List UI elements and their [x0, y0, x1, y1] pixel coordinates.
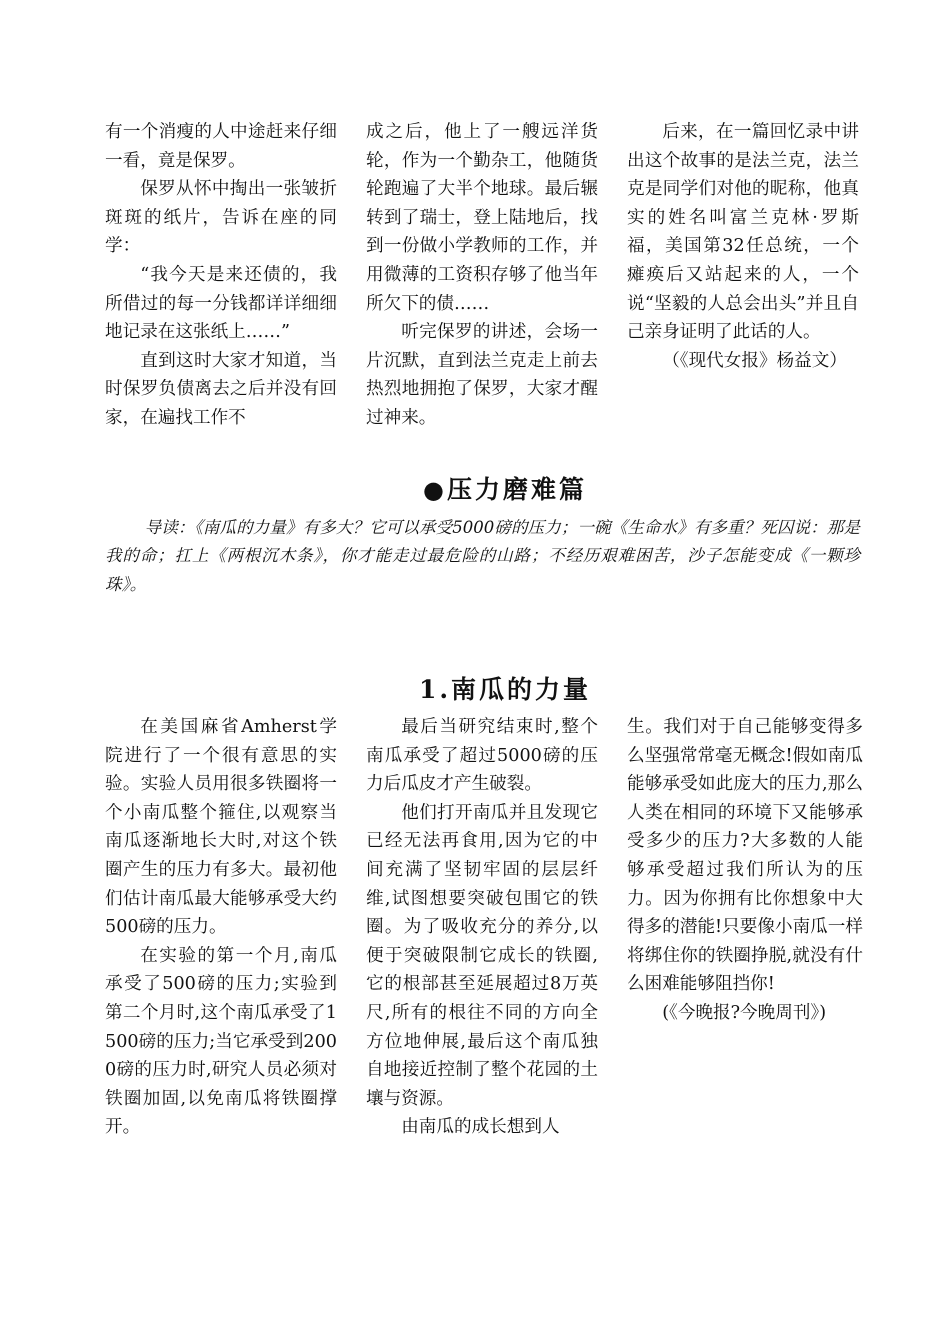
article-title: 1.南瓜的力量	[418, 675, 592, 704]
paragraph: 最后当研究结束时,整个南瓜承受了超过5000磅的压力后瓜皮才产生破裂。	[366, 717, 598, 795]
top-column-1	[105, 118, 337, 433]
paragraph: 保罗从怀中掏出一张皱折斑斑的纸片，告诉在座的同学：	[105, 179, 337, 257]
paragraph: 成之后，他上了一艘远洋货轮，作为一个勤杂工，他随货轮跑遍了大半个地球。最后辗转到了瑞士，登上陆地后，找到一份做小学教师的工作，并用微薄的工资积存够了他当年所欠下的债……	[366, 122, 598, 314]
source-citation: (《今晚报?今晚周刊》)	[662, 1002, 827, 1023]
article-column-3	[627, 713, 863, 1028]
paragraph: 听完保罗的讲述，会场一片沉默，直到法兰克走上前去热烈地拥抱了保罗，大家才醒过神来。	[366, 322, 598, 428]
paragraph: 生。我们对于自己能够变得多么坚强常常毫无概念!假如南瓜能够承受如此庞大的压力,那么人类在相同的环境下又能够承受多少的压力?大多数的人能够承受超过我们所认为的压力。因为你拥有比你想象中大得多的潜能!只要像小南瓜一样将绑住你的铁圈挣脱,就没有什么困难能够阻挡你!	[627, 717, 863, 995]
paragraph: 他们打开南瓜并且发现它已经无法再食用,因为它的中间充满了坚韧牢固的层层纤维,试图想要突破包围它的铁圈。为了吸收充分的养分,以便于突破限制它成长的铁圈,它的根部甚至延展超过8万英尺,所有的根往不同的方向全方位地伸展,最后这个南瓜独自地接近控制了整个花园的土壤与资源。	[366, 802, 598, 1109]
top-column-2	[366, 118, 598, 433]
paragraph: 直到这时大家才知道，当时保罗负债离去之后并没有回家，在遍找工作不	[105, 350, 337, 428]
section-title: 压力磨难篇	[446, 475, 587, 504]
paragraph: 后来，在一篇回忆录中讲出这个故事的是法兰克，法兰克是同学们对他的昵称，他真实的姓名叫富兰克林·罗斯福，美国第32任总统，一个瘫痪后又站起来的人，一个说“坚毅的人总会出头”并且自己亲身证明了此话的人。	[627, 122, 859, 343]
paragraph: 有一个消瘦的人中途赶来仔细一看，竟是保罗。	[105, 122, 337, 171]
article-column-2	[366, 713, 598, 1142]
source-citation: （《现代女报》杨益文）	[662, 350, 847, 371]
section-intro: 导读：《南瓜的力量》有多大？它可以承受5000磅的压力；一碗《生命水》有多重？死囚说：那是我的命；扛上《两根沉木条》，你才能走过最危险的山路；不经历艰难困苦，沙子怎能变成《一颗珍珠》。	[105, 518, 860, 594]
top-column-3	[627, 118, 859, 375]
quote-paragraph: “我今天是来还债的，我所借过的每一分钱都详详细细地记录在这张纸上……”	[105, 264, 337, 343]
paragraph: 在美国麻省Amherst学院进行了一个很有意思的实验。实验人员用很多铁圈将一个小南瓜整个箍住,以观察当南瓜逐渐地长大时,对这个铁圈产生的压力有多大。最初他们估计南瓜最大能够承受大约500磅的压力。	[105, 717, 337, 938]
article-column-1	[105, 713, 337, 1142]
paragraph: 由南瓜的成长想到人	[401, 1117, 560, 1138]
paragraph: 在实验的第一个月,南瓜承受了500磅的压力;实验到第二个月时,这个南瓜承受了1500磅的压力;当它承受到2000磅的压力时,研究人员必须对铁圈加固,以免南瓜将铁圈撑开。	[105, 945, 337, 1138]
bullet-icon: ●	[423, 475, 447, 504]
section-heading	[0, 470, 950, 506]
